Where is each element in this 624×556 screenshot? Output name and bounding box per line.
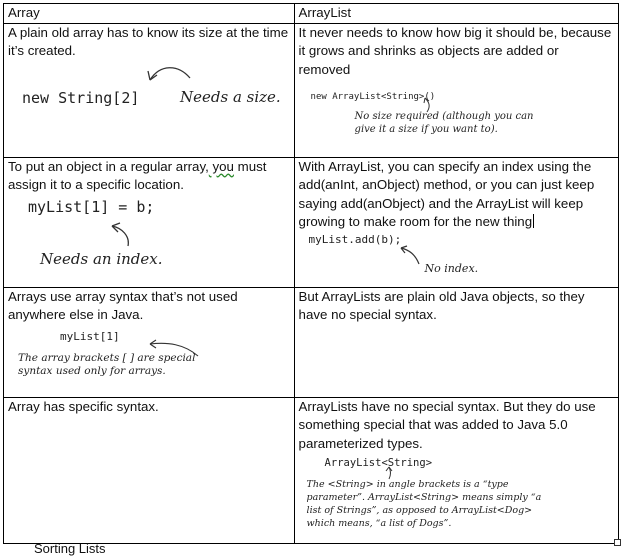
cell-text: With ArrayList, you can specify an index using the add(anInt, anObject) method, or you can just keep saying add(anObject) and the ArrayList will keep growing to make room for the new thing [298,158,595,229]
annotation-arrow [397,244,423,266]
code-snippet: myList[1] [60,329,120,343]
cell-text: Array has specific syntax. [8,398,159,414]
handwritten-note-line: The array brackets [ ] are special [18,351,196,364]
cell-text: But ArrayLists are plain old Java objects, so they have no special syntax. [298,288,585,322]
handwritten-note-line: which means, “a list of Dogs”. [306,517,452,529]
code-snippet: new String[2] [22,88,140,107]
cell-text: It never needs to know how big it should be, because it grows and shrinks as objects are added or removed [298,24,612,77]
header-array: Array [4,4,295,24]
handwritten-note-line: give it a size if you want to). [354,123,498,135]
handwritten-note-line: syntax used only for arrays. [18,364,166,377]
cell-arraylist-index [294,157,618,287]
table-row [4,157,619,287]
cell-text: Arrays use array syntax that’s not used anywhere else in Java. [8,288,238,322]
cell-arraylist-size [294,23,618,157]
code-snippet: myList[1] = b; [28,197,155,216]
annotation-arrow [138,60,198,90]
table-row [4,397,619,543]
handwritten-note-line: parameter”. ArrayList<String> means simply “a [306,491,542,503]
cell-arraylist-parameterized [294,397,618,543]
header-arraylist: ArrayList [294,4,618,24]
cell-text: To put an object in a regular array, you must assign it to a specific location. [8,158,267,192]
annotation-arrow [106,222,136,248]
code-snippet: ArrayList<String> [324,456,433,469]
cell-array-specific [4,397,295,543]
handwritten-note: Needs an index. [40,249,163,268]
comparison-table [3,3,619,544]
cell-array-size [4,23,295,157]
cell-array-syntax [4,287,295,397]
text-cursor [533,214,534,228]
table-row [4,287,619,397]
table-resize-handle[interactable] [614,539,621,546]
handwritten-note-line: The <String> in angle brackets is a “type [306,478,509,490]
cell-arraylist-syntax [294,287,618,397]
handwritten-note-line: No size required (although you can [354,110,534,122]
table-row [4,23,619,157]
code-snippet: myList.add(b); [308,232,402,246]
cell-text: ArrayLists have no special syntax. But they do use something special that was added to Java 5.0 parameterized types. [298,398,596,451]
header-row [4,4,619,24]
code-snippet: new ArrayList<String>() [310,91,436,102]
cut-off-text: Sorting Lists [34,541,106,556]
handwritten-note-line: list of Strings”, as opposed to ArrayList<Dog> [306,504,533,516]
cell-array-index [4,157,295,287]
handwritten-note: No index. [424,261,479,275]
cell-text: A plain old array has to know its size at the time it’s created. [8,24,289,58]
handwritten-note: Needs a size. [180,87,281,106]
